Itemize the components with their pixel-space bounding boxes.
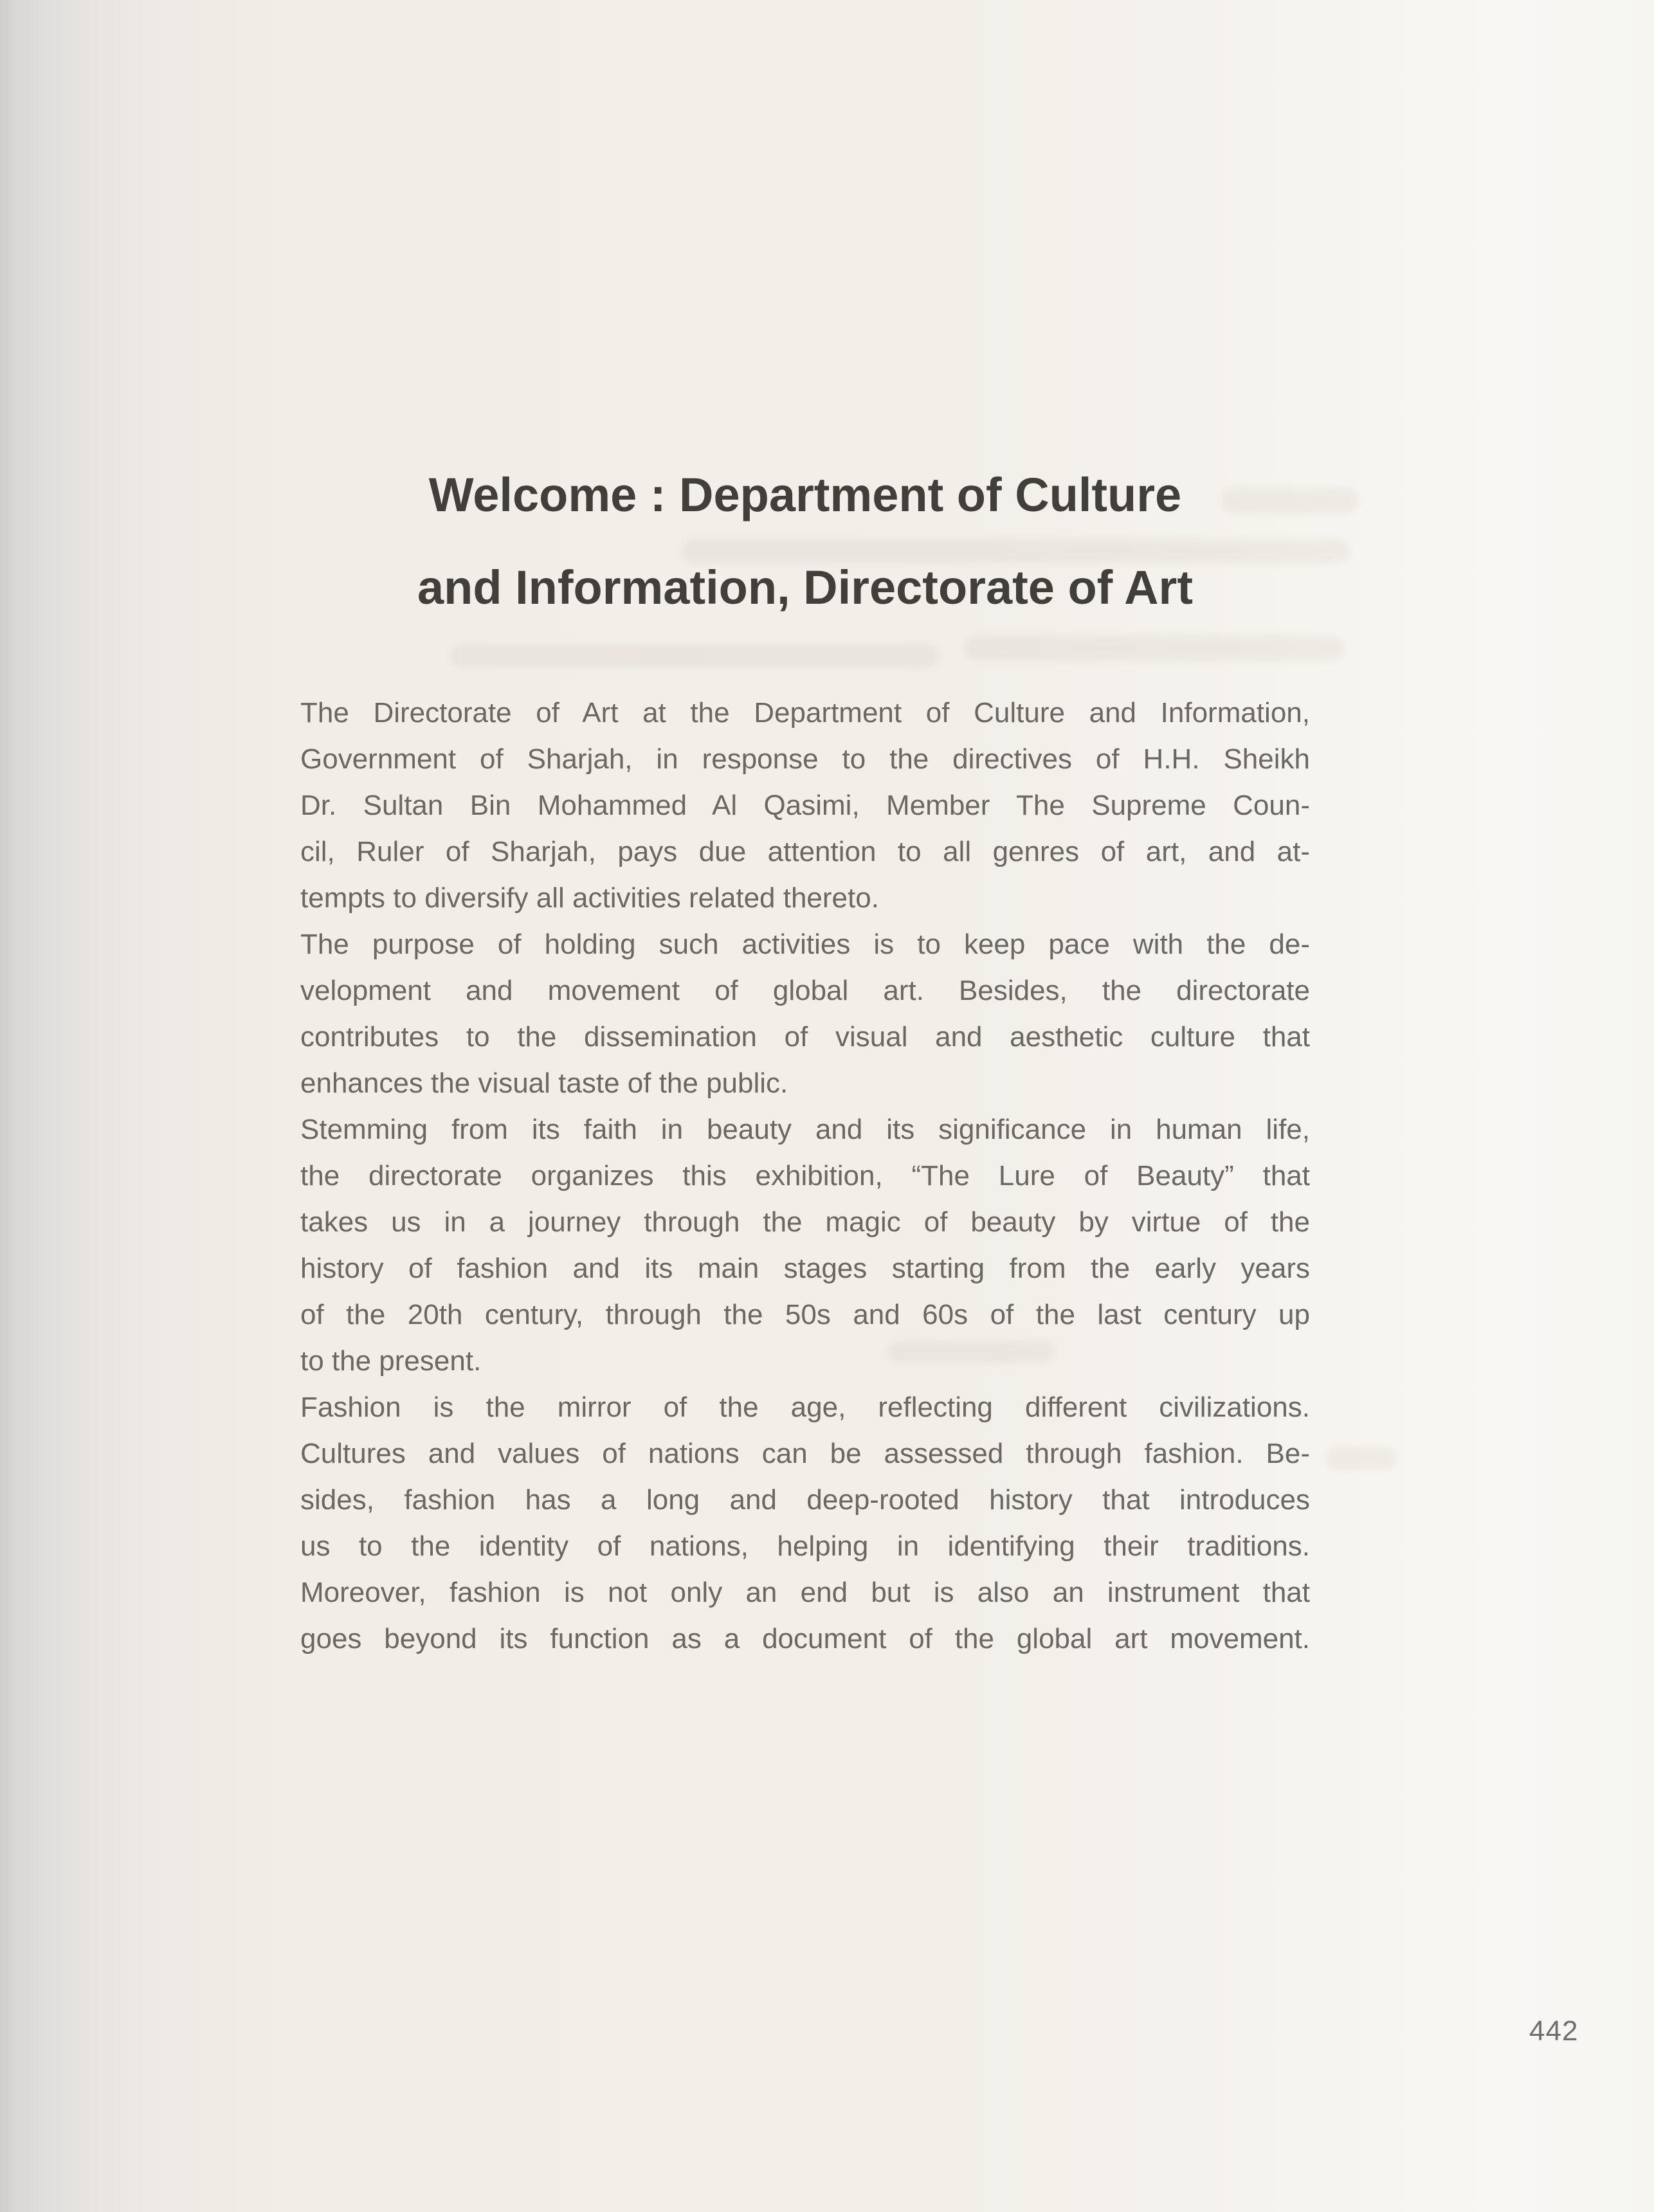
text-line: Dr. Sultan Bin Mohammed Al Qasimi, Member The Supreme Coun- <box>300 790 1310 821</box>
title-line-2: and Information, Directorate of Art <box>417 561 1193 614</box>
text-line: takes us in a journey through the magic of beauty by virtue of the <box>300 1206 1310 1238</box>
text-line: Cultures and values of nations can be assessed through fashion. Be- <box>300 1438 1310 1469</box>
text-line: Fashion is the mirror of the age, reflecting different civilizations. <box>300 1392 1310 1423</box>
text-line: enhances the visual taste of the public. <box>300 1067 788 1099</box>
text-line: to the present. <box>300 1345 482 1377</box>
text-line: The Directorate of Art at the Department of Culture and Information, <box>300 697 1310 729</box>
text-line: tempts to diversify all activities related thereto. <box>300 882 879 914</box>
text-line: Moreover, fashion is not only an end but is also an instrument that <box>300 1577 1310 1608</box>
body-text <box>300 690 1310 1662</box>
paragraph-1 <box>300 690 1310 921</box>
show-through-ghost <box>1326 1447 1397 1470</box>
text-line: goes beyond its function as a document of the global art movement. <box>300 1623 1310 1654</box>
paragraph-3 <box>300 1107 1310 1384</box>
paragraph-2 <box>300 921 1310 1107</box>
text-line: sides, fashion has a long and deep-rooted history that introduces <box>300 1484 1310 1516</box>
text-line: Government of Sharjah, in response to the directives of H.H. Sheikh <box>300 743 1310 775</box>
text-line: Stemming from its faith in beauty and its significance in human life, <box>300 1114 1310 1145</box>
text-line: history of fashion and its main stages starting from the early years <box>300 1253 1310 1284</box>
text-line: us to the identity of nations, helping in identifying their traditions. <box>300 1530 1310 1562</box>
page-number: 442 <box>1529 2015 1579 2047</box>
paragraph-4 <box>300 1384 1310 1662</box>
text-line: velopment and movement of global art. Besides, the directorate <box>300 975 1310 1006</box>
text-column <box>300 0 1310 2212</box>
text-line: of the 20th century, through the 50s and 60s of the last century up <box>300 1299 1310 1330</box>
text-line: contributes to the dissemination of visual and aesthetic culture that <box>300 1021 1310 1053</box>
text-line: The purpose of holding such activities is to keep pace with the de- <box>300 929 1310 960</box>
title-line-1: Welcome : Department of Culture <box>428 468 1182 521</box>
text-line: the directorate organizes this exhibition, “The Lure of Beauty” that <box>300 1160 1310 1192</box>
text-line: cil, Ruler of Sharjah, pays due attention to all genres of art, and at- <box>300 836 1310 867</box>
page-title <box>300 449 1310 634</box>
